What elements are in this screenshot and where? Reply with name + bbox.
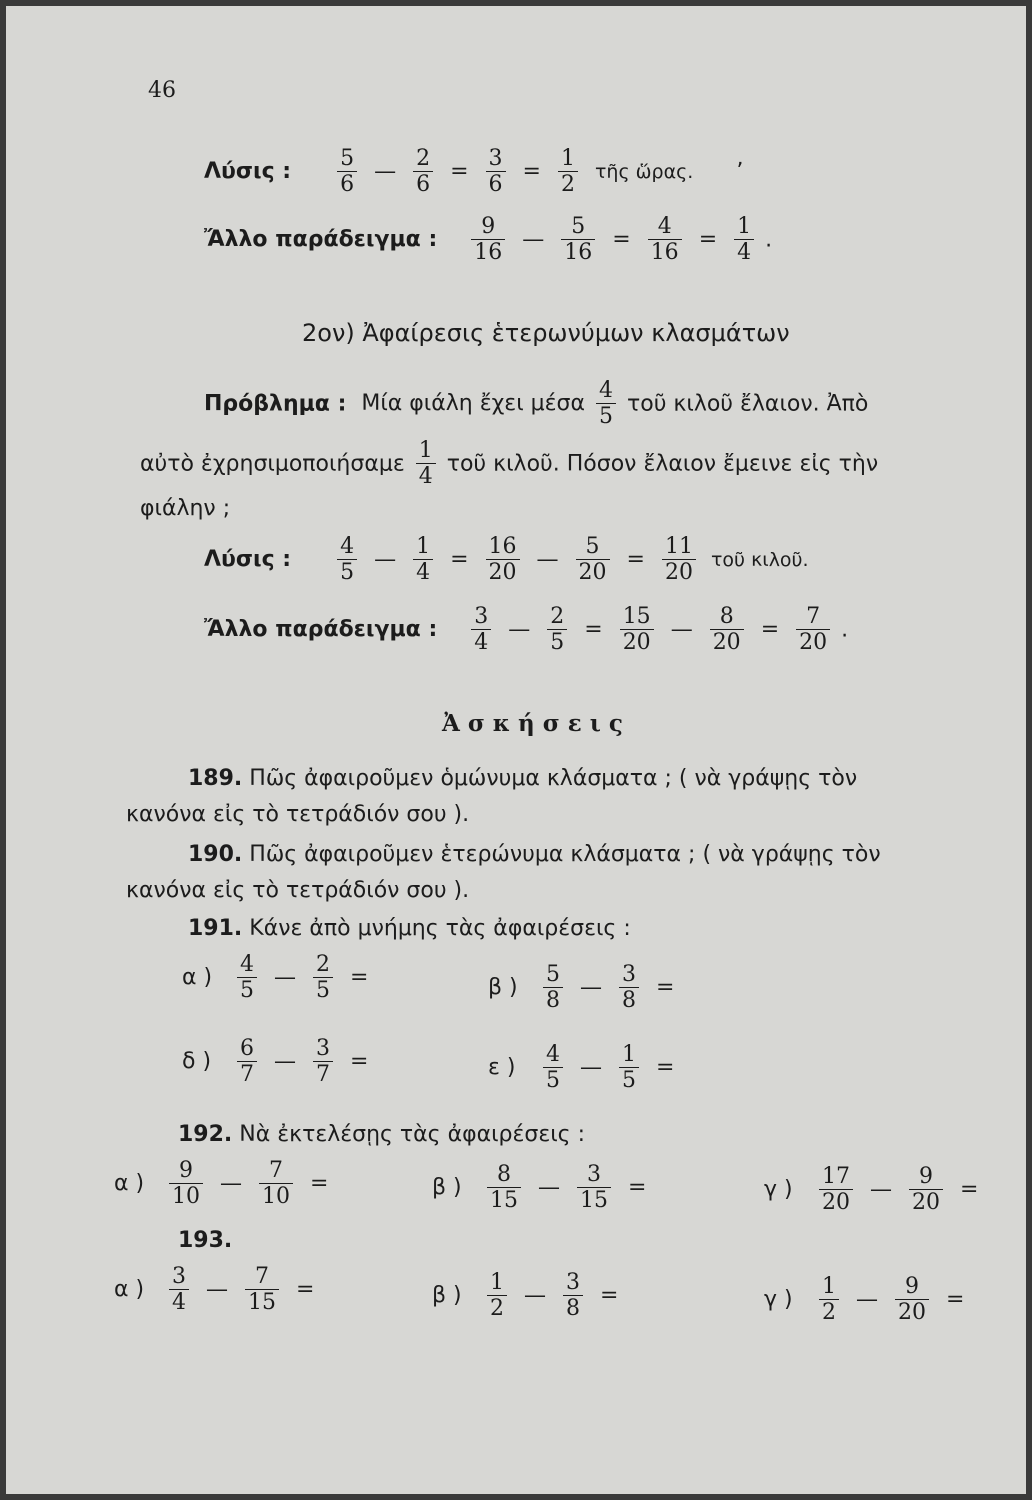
item-label: α ) xyxy=(114,1277,145,1303)
equals-sign: = xyxy=(628,1175,647,1201)
minus-sign: — xyxy=(524,1283,546,1309)
equals-sign: = xyxy=(600,1283,619,1309)
fraction: $\frac{11}{20}$ xyxy=(662,534,696,586)
fraction: $\frac{1}{4}$ xyxy=(734,214,754,266)
example-label: Ἄλλο παράδειγμα : xyxy=(204,227,438,253)
fraction: $\frac{1}{2}$ xyxy=(487,1270,507,1322)
minus-sign: — xyxy=(508,617,531,643)
page-number: 46 xyxy=(148,78,176,103)
fraction: $\frac{4}{16}$ xyxy=(648,214,682,266)
exercises-heading: Ἀσκήσεις xyxy=(442,710,631,737)
exercise-189-line-2: κανόνα εἰς τὸ τετράδιόν σου ). xyxy=(126,802,470,827)
fraction: $\frac{2}{5}$ xyxy=(313,952,333,1004)
fraction: $\frac{7}{15}$ xyxy=(245,1264,279,1316)
fraction: $\frac{4}{5}$ xyxy=(596,378,616,430)
fraction: $\frac{8}{15}$ xyxy=(487,1162,521,1214)
fraction: $\frac{16}{20}$ xyxy=(486,534,520,586)
minus-sign: — xyxy=(374,547,397,573)
solution-label: Λύσις : xyxy=(204,547,292,573)
fraction: $\frac{3}{8}$ xyxy=(563,1270,583,1322)
exercise-text: Πῶς ἀφαιροῦμεν ὁμώνυμα κλάσματα ; ( νὰ γράψῃς τὸν xyxy=(249,766,858,791)
item-label: γ ) xyxy=(764,1177,793,1203)
minus-sign: — xyxy=(580,975,602,1001)
exercise-number: 190. xyxy=(188,842,243,867)
unit-text: τοῦ κιλοῦ. xyxy=(710,548,809,571)
equals-sign: = xyxy=(960,1177,979,1203)
equals-sign: = xyxy=(656,975,675,1001)
equals-sign: = xyxy=(584,617,603,643)
minus-sign: — xyxy=(670,617,693,643)
equals-sign: = xyxy=(698,227,718,253)
problem-text: Μία φιάλη ἔχει μέσα xyxy=(361,391,585,417)
exercise-number: 189. xyxy=(188,766,243,791)
minus-sign: — xyxy=(538,1175,560,1201)
problem-text: τοῦ κιλοῦ. Πόσον ἔλαιον ἔμεινε εἰς τὴν xyxy=(446,451,879,477)
fraction: $\frac{5}{8}$ xyxy=(543,962,563,1014)
fraction: $\frac{9}{10}$ xyxy=(169,1158,203,1210)
exercise-193-number: 193. xyxy=(178,1228,233,1253)
equals-sign: = xyxy=(656,1055,675,1081)
item-label: ε ) xyxy=(488,1055,516,1081)
exercise-192-b xyxy=(432,1162,652,1214)
fraction: $\frac{2}{6}$ xyxy=(413,146,433,198)
fraction: $\frac{8}{20}$ xyxy=(710,604,744,656)
problem-text: αὐτὸ ἐχρησιμοποιήσαμε xyxy=(140,451,405,477)
item-label: δ ) xyxy=(182,1049,212,1075)
exercise-191 xyxy=(188,916,631,941)
exercise-text: Κάνε ἀπὸ μνήμης τὰς ἀφαιρέσεις : xyxy=(249,916,631,941)
item-label: β ) xyxy=(432,1283,462,1309)
fraction: $\frac{5}{16}$ xyxy=(561,214,595,266)
solution-label: Λύσις : xyxy=(204,159,292,185)
fraction: $\frac{9}{16}$ xyxy=(471,214,505,266)
fraction: $\frac{4}{5}$ xyxy=(237,952,257,1004)
item-label: β ) xyxy=(488,975,518,1001)
fraction: $\frac{5}{20}$ xyxy=(576,534,610,586)
item-label: γ ) xyxy=(764,1287,793,1313)
equals-sign: = xyxy=(946,1287,965,1313)
exercise-189 xyxy=(188,766,857,791)
minus-sign: — xyxy=(374,159,397,185)
problem-label: Πρόβλημα : xyxy=(204,391,347,417)
minus-sign: — xyxy=(206,1277,228,1303)
exercise-191-a xyxy=(182,952,374,1004)
exercise-text: Πῶς ἀφαιροῦμεν ἑτερώνυμα κλάσματα ; ( νὰ γράψῃς τὸν xyxy=(249,842,881,867)
equals-sign: = xyxy=(310,1171,329,1197)
fraction: $\frac{7}{20}$ xyxy=(796,604,830,656)
equals-sign: = xyxy=(522,159,541,185)
fraction: $\frac{3}{4}$ xyxy=(169,1264,189,1316)
exercise-193-c xyxy=(764,1274,970,1326)
exercise-number: 191. xyxy=(188,916,243,941)
fraction: $\frac{1}{2}$ xyxy=(819,1274,839,1326)
equals-sign: = xyxy=(350,1049,369,1075)
exercise-190-line-2: κανόνα εἰς τὸ τετράδιόν σου ). xyxy=(126,878,470,903)
problem-line-1 xyxy=(204,378,868,430)
problem-line-3: φιάλην ; xyxy=(140,496,231,521)
period: . xyxy=(765,227,773,253)
fraction: $\frac{9}{20}$ xyxy=(909,1164,943,1216)
exercise-192-a xyxy=(114,1158,334,1210)
exercise-193-a xyxy=(114,1264,320,1316)
fraction: $\frac{5}{6}$ xyxy=(337,146,357,198)
solution-2 xyxy=(204,534,809,586)
equals-sign: = xyxy=(612,227,631,253)
exercise-191-b xyxy=(488,962,680,1014)
item-label: α ) xyxy=(182,965,213,991)
equals-sign: = xyxy=(450,159,469,185)
minus-sign: — xyxy=(856,1287,878,1313)
equals-sign: = xyxy=(450,547,469,573)
minus-sign: — xyxy=(580,1055,602,1081)
fraction: $\frac{3}{15}$ xyxy=(577,1162,611,1214)
exercise-192 xyxy=(178,1122,585,1147)
problem-line-2 xyxy=(140,438,878,490)
equals-sign: = xyxy=(626,547,645,573)
item-label: α ) xyxy=(114,1171,145,1197)
book-page xyxy=(6,6,1026,1494)
fraction: $\frac{4}{5}$ xyxy=(543,1042,563,1094)
fraction: $\frac{7}{10}$ xyxy=(259,1158,293,1210)
exercise-191-e xyxy=(488,1042,680,1094)
exercise-191-d xyxy=(182,1036,374,1088)
minus-sign: — xyxy=(870,1177,892,1203)
minus-sign: — xyxy=(536,547,559,573)
exercise-number: 192. xyxy=(178,1122,233,1147)
exercise-text: Νὰ ἐκτελέσῃς τὰς ἀφαιρέσεις : xyxy=(239,1122,585,1147)
exercise-193-b xyxy=(432,1270,624,1322)
fraction: $\frac{9}{20}$ xyxy=(895,1274,929,1326)
fraction: $\frac{1}{2}$ xyxy=(558,146,578,198)
equals-sign: = xyxy=(296,1277,315,1303)
item-label: β ) xyxy=(432,1175,462,1201)
fraction: $\frac{17}{20}$ xyxy=(819,1164,853,1216)
problem-text: τοῦ κιλοῦ ἔλαιον. Ἀπὸ xyxy=(626,391,869,417)
section-title: 2ον) Ἀφαίρεσις ἑτερωνύμων κλασμάτων xyxy=(302,319,790,347)
minus-sign: — xyxy=(274,965,296,991)
fraction: $\frac{2}{5}$ xyxy=(547,604,567,656)
fraction: $\frac{1}{4}$ xyxy=(413,534,433,586)
fraction: $\frac{1}{4}$ xyxy=(416,438,436,490)
equals-sign: = xyxy=(760,617,780,643)
exercise-192-c xyxy=(764,1164,984,1216)
stray-mark: ʼ xyxy=(736,159,744,185)
fraction: $\frac{3}{7}$ xyxy=(313,1036,333,1088)
example-label: Ἄλλο παράδειγμα : xyxy=(204,617,438,643)
fraction: $\frac{1}{5}$ xyxy=(619,1042,639,1094)
example-2 xyxy=(204,604,848,656)
minus-sign: — xyxy=(522,227,545,253)
example-1 xyxy=(204,214,772,266)
minus-sign: — xyxy=(274,1049,296,1075)
exercise-190 xyxy=(188,842,881,867)
fraction: $\frac{3}{4}$ xyxy=(471,604,491,656)
fraction: $\frac{6}{7}$ xyxy=(237,1036,257,1088)
unit-text: τῆς ὥρας. xyxy=(594,160,694,183)
minus-sign: — xyxy=(220,1171,242,1197)
fraction: $\frac{15}{20}$ xyxy=(620,604,654,656)
fraction: $\frac{3}{8}$ xyxy=(619,962,639,1014)
fraction: $\frac{4}{5}$ xyxy=(337,534,357,586)
period: . xyxy=(841,617,849,643)
fraction: $\frac{3}{6}$ xyxy=(486,146,506,198)
equals-sign: = xyxy=(350,965,369,991)
solution-1 xyxy=(204,146,743,198)
